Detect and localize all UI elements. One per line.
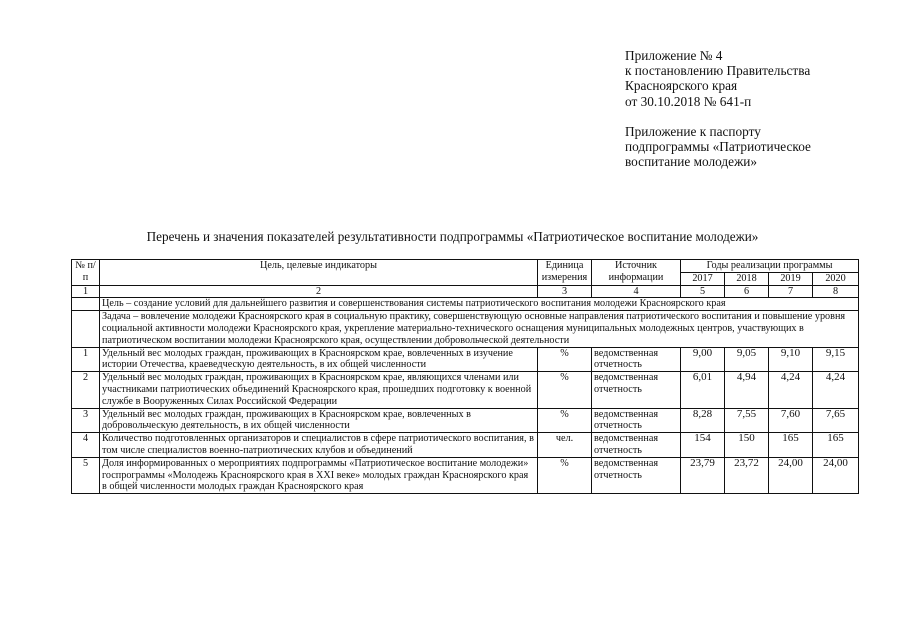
row-unit: % <box>538 347 592 372</box>
table-row <box>72 408 859 433</box>
appendix-line: от 30.10.2018 № 641-п <box>625 93 752 109</box>
table-row <box>72 347 859 372</box>
row-source: ведомственная отчетность <box>592 347 681 372</box>
column-number: 8 <box>813 285 859 298</box>
row-unit: % <box>538 457 592 493</box>
passport-line: подпрограммы «Патриотическое <box>625 139 811 155</box>
spacer <box>625 109 885 124</box>
row-indicator: Удельный вес молодых граждан, проживающих в Красноярском крае, являющихся членами или участниками патриотических объединений Красноярского края, прошедших подготовку к военной службе в Вооруженных Силах Российской Федерации <box>100 372 538 408</box>
column-number: 2 <box>100 285 538 298</box>
appendix-header <box>625 48 885 169</box>
row-unit: % <box>538 408 592 433</box>
document-title: Перечень и значения показателей результативности подпрограммы «Патриотическое воспитание молодежи» <box>146 229 759 244</box>
row-value-2017: 8,28 <box>681 408 725 433</box>
row-unit: чел. <box>538 433 592 458</box>
row-value-2019: 24,00 <box>769 457 813 493</box>
row-num: 1 <box>72 347 100 372</box>
header-year: 2019 <box>769 272 813 285</box>
row-value-2019: 4,24 <box>769 372 813 408</box>
row-value-2020: 24,00 <box>813 457 859 493</box>
passport-line: Приложение к паспорту <box>625 123 761 139</box>
row-indicator: Удельный вес молодых граждан, проживающих в Красноярском крае, вовлеченных в добровольческую деятельность, в их общей численности <box>100 408 538 433</box>
header-unit: Единица измерения <box>538 260 592 286</box>
row-source: ведомственная отчетность <box>592 457 681 493</box>
table-row <box>72 457 859 493</box>
header-year: 2020 <box>813 272 859 285</box>
goal-row <box>72 298 859 311</box>
task-row-num-cell <box>72 311 100 347</box>
row-num: 3 <box>72 408 100 433</box>
column-number: 5 <box>681 285 725 298</box>
row-num: 4 <box>72 433 100 458</box>
task-row <box>72 311 859 347</box>
row-value-2017: 9,00 <box>681 347 725 372</box>
table-row <box>72 433 859 458</box>
row-value-2019: 9,10 <box>769 347 813 372</box>
appendix-line: Приложение № 4 <box>625 48 723 63</box>
row-value-2020: 7,65 <box>813 408 859 433</box>
row-value-2018: 150 <box>725 433 769 458</box>
column-number: 4 <box>592 285 681 298</box>
row-value-2018: 4,94 <box>725 372 769 408</box>
header-row <box>72 260 859 273</box>
row-indicator: Доля информированных о мероприятиях подпрограммы «Патриотическое воспитание молодежи» госпрограммы «Молодежь Красноярского края в XXI веке» молодых граждан Красноярского края в общей численности молодых граждан Красноярского края <box>100 457 538 493</box>
row-indicator: Количество подготовленных организаторов и специалистов в сфере патриотического воспитания, в том числе специалистов военно-патриотических клубов и объединений <box>100 433 538 458</box>
row-num: 2 <box>72 372 100 408</box>
header-goal: Цель, целевые индикаторы <box>100 260 538 286</box>
row-value-2020: 4,24 <box>813 372 859 408</box>
row-unit: % <box>538 372 592 408</box>
header-num: № п/п <box>72 260 100 286</box>
row-indicator: Удельный вес молодых граждан, проживающих в Красноярском крае, вовлеченных в изучение истории Отечества, краеведческую деятельность, в их общей численности <box>100 347 538 372</box>
row-source: ведомственная отчетность <box>592 408 681 433</box>
task-text: Задача – вовлечение молодежи Красноярского края в социальную практику, совершенствующую основные направления патриотического воспитания и повышение уровня социальной активности молодежи Красноярского края, укрепление материально-технического оснащения муниципальных молодежных центров, участвующих в патриотическом воспитании молодежи Красноярского края, осуществлении добровольческой деятельности <box>100 311 859 347</box>
row-value-2019: 165 <box>769 433 813 458</box>
row-value-2017: 154 <box>681 433 725 458</box>
row-value-2017: 23,79 <box>681 457 725 493</box>
row-value-2018: 9,05 <box>725 347 769 372</box>
row-value-2017: 6,01 <box>681 372 725 408</box>
indicators-table <box>71 259 859 494</box>
column-number: 3 <box>538 285 592 298</box>
row-source: ведомственная отчетность <box>592 372 681 408</box>
goal-row-num-cell <box>72 298 100 311</box>
row-value-2018: 7,55 <box>725 408 769 433</box>
header-source: Источник информации <box>592 260 681 286</box>
table-row <box>72 372 859 408</box>
row-value-2019: 7,60 <box>769 408 813 433</box>
column-number: 7 <box>769 285 813 298</box>
header-year: 2018 <box>725 272 769 285</box>
header-years-group: Годы реализации программы <box>681 260 859 273</box>
row-value-2020: 165 <box>813 433 859 458</box>
row-source: ведомственная отчетность <box>592 433 681 458</box>
column-number: 6 <box>725 285 769 298</box>
passport-line: воспитание молодежи» <box>625 154 758 170</box>
row-value-2020: 9,15 <box>813 347 859 372</box>
appendix-line: Красноярского края <box>625 78 738 94</box>
header-year: 2017 <box>681 272 725 285</box>
goal-text: Цель – создание условий для дальнейшего развития и совершенствования системы патриотического воспитания молодежи Красноярского края <box>100 298 859 311</box>
row-num: 5 <box>72 457 100 493</box>
column-number-row <box>72 285 859 298</box>
row-value-2018: 23,72 <box>725 457 769 493</box>
appendix-line: к постановлению Правительства <box>625 63 811 79</box>
column-number: 1 <box>72 285 100 298</box>
